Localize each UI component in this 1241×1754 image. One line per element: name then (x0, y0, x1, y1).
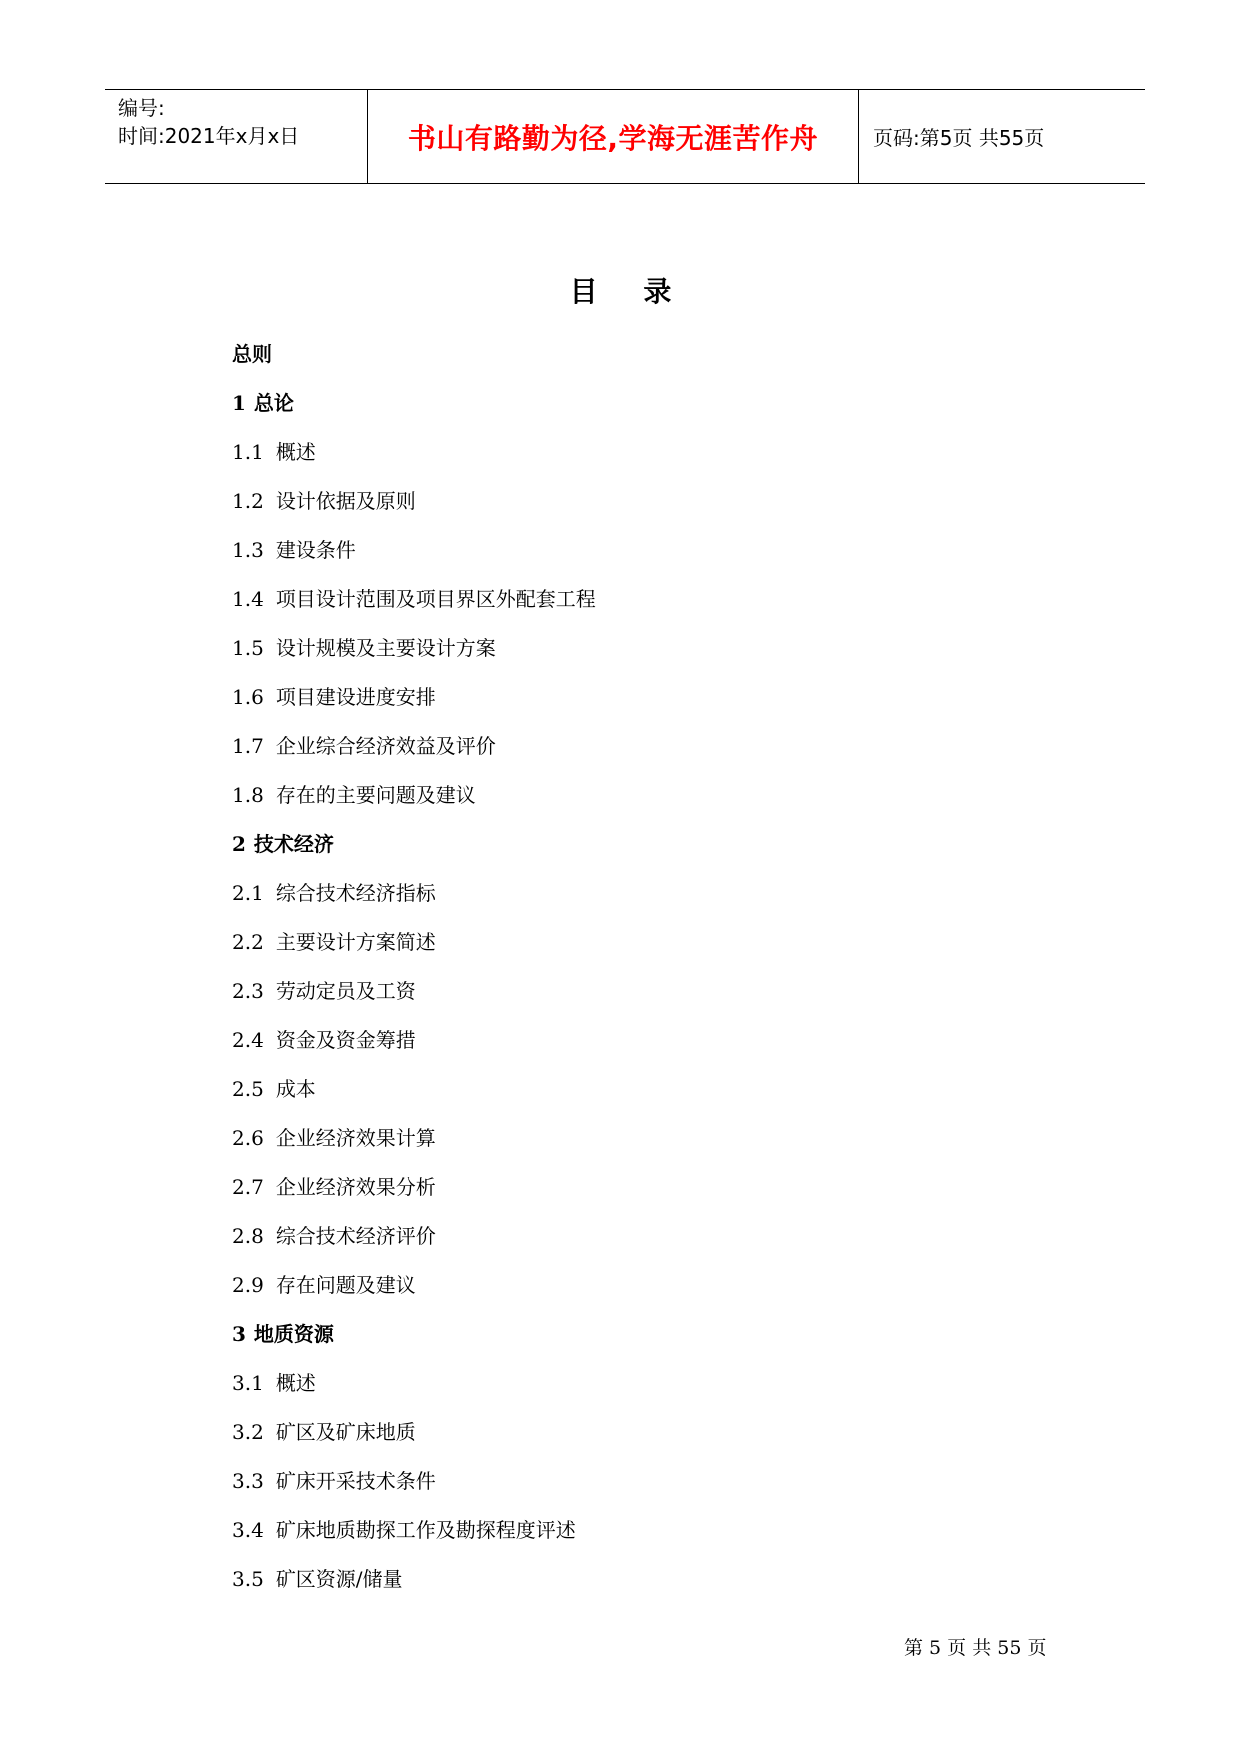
toc-entry-number: 1.6 (232, 685, 264, 709)
document-number-label: 编号: (118, 96, 165, 120)
toc-entry (232, 428, 596, 477)
toc-entry-number: 1.4 (232, 587, 264, 611)
toc-entry-number: 2.7 (232, 1175, 264, 1199)
toc-entry-text: 概述 (275, 440, 316, 464)
toc-entry (232, 330, 596, 379)
toc-entry-text: 存在的主要问题及建议 (275, 783, 476, 807)
toc-entry-text: 矿床开采技术条件 (275, 1469, 436, 1493)
toc-entry (232, 771, 596, 820)
header-page-code: 页码:第5页 共55页 (873, 126, 1045, 150)
toc-entry-number: 2.9 (232, 1273, 264, 1297)
toc-entry-text: 企业综合经济效益及评价 (275, 734, 496, 758)
toc-entry-text: 设计规模及主要设计方案 (275, 636, 496, 660)
header-meta-cell (105, 90, 367, 183)
toc-entry-text: 企业经济效果计算 (275, 1126, 436, 1150)
toc-entry-number: 3.4 (232, 1518, 264, 1542)
toc-entry-number: 2.3 (232, 979, 264, 1003)
toc-entry-text: 成本 (275, 1077, 316, 1101)
toc-entry (232, 1261, 596, 1310)
toc-entry-text: 概述 (275, 1371, 316, 1395)
toc-entry-number: 2.8 (232, 1224, 264, 1248)
toc-entry (232, 1212, 596, 1261)
document-time-label: 时间:2021年x月x日 (118, 124, 300, 148)
toc-entry-text: 项目设计范围及项目界区外配套工程 (275, 587, 596, 611)
table-of-contents (232, 330, 596, 1604)
toc-entry (232, 967, 596, 1016)
toc-entry-number: 3.3 (232, 1469, 264, 1493)
toc-entry-text: 存在问题及建议 (275, 1273, 416, 1297)
toc-entry-number: 1.3 (232, 538, 264, 562)
toc-entry (232, 624, 596, 673)
toc-entry-text: 总论 (253, 391, 294, 415)
toc-entry-text: 企业经济效果分析 (275, 1175, 436, 1199)
toc-entry (232, 526, 596, 575)
toc-entry (232, 918, 596, 967)
toc-entry-number: 2 (232, 832, 246, 856)
toc-entry-number: 1.1 (232, 440, 264, 464)
toc-entry-text: 矿区及矿床地质 (275, 1420, 416, 1444)
toc-entry-text: 矿床地质勘探工作及勘探程度评述 (275, 1518, 576, 1542)
toc-entry-number: 2.1 (232, 881, 264, 905)
toc-entry-number: 1.2 (232, 489, 264, 513)
toc-entry-text: 劳动定员及工资 (275, 979, 416, 1003)
page-footer: 第 5 页 共 55 页 (904, 1637, 1047, 1659)
toc-entry (232, 1310, 596, 1359)
toc-entry-number: 3.1 (232, 1371, 264, 1395)
toc-entry (232, 1408, 596, 1457)
toc-entry (232, 820, 596, 869)
toc-entry-text: 资金及资金筹措 (275, 1028, 416, 1052)
toc-entry (232, 379, 596, 428)
toc-entry-number: 3.2 (232, 1420, 264, 1444)
toc-entry-number: 3.5 (232, 1567, 264, 1591)
header-page-cell (859, 90, 1145, 183)
toc-entry (232, 1016, 596, 1065)
toc-entry (232, 1359, 596, 1408)
toc-entry-text: 综合技术经济评价 (275, 1224, 436, 1248)
toc-entry-number: 3 (232, 1322, 246, 1346)
toc-entry (232, 722, 596, 771)
toc-entry-number: 2.2 (232, 930, 264, 954)
toc-entry-text: 综合技术经济指标 (275, 881, 436, 905)
toc-entry (232, 1555, 596, 1604)
toc-entry-number: 2.5 (232, 1077, 264, 1101)
header-motto: 书山有路勤为径,学海无涯苦作舟 (407, 121, 819, 155)
toc-entry (232, 673, 596, 722)
toc-title: 目 录 (569, 275, 690, 308)
toc-entry (232, 869, 596, 918)
header-motto-cell (367, 90, 859, 183)
toc-entry (232, 575, 596, 624)
toc-entry (232, 1457, 596, 1506)
toc-entry-text: 设计依据及原则 (275, 489, 416, 513)
toc-entry-number: 1.8 (232, 783, 264, 807)
toc-entry-number: 1.5 (232, 636, 264, 660)
toc-entry (232, 1506, 596, 1555)
document-header (105, 89, 1145, 184)
toc-entry-text: 项目建设进度安排 (275, 685, 436, 709)
toc-entry-text: 建设条件 (275, 538, 356, 562)
toc-entry-text: 地质资源 (253, 1322, 334, 1346)
toc-entry-number: 1.7 (232, 734, 264, 758)
toc-entry (232, 1065, 596, 1114)
toc-entry-text: 技术经济 (253, 832, 334, 856)
toc-entry-text: 矿区资源/储量 (275, 1567, 403, 1591)
toc-entry-number: 1 (232, 391, 246, 415)
toc-entry (232, 477, 596, 526)
toc-entry-number: 2.6 (232, 1126, 264, 1150)
toc-entry-text: 主要设计方案简述 (275, 930, 436, 954)
toc-entry (232, 1114, 596, 1163)
toc-entry-text: 总则 (232, 342, 272, 366)
toc-entry-number: 2.4 (232, 1028, 264, 1052)
toc-entry (232, 1163, 596, 1212)
